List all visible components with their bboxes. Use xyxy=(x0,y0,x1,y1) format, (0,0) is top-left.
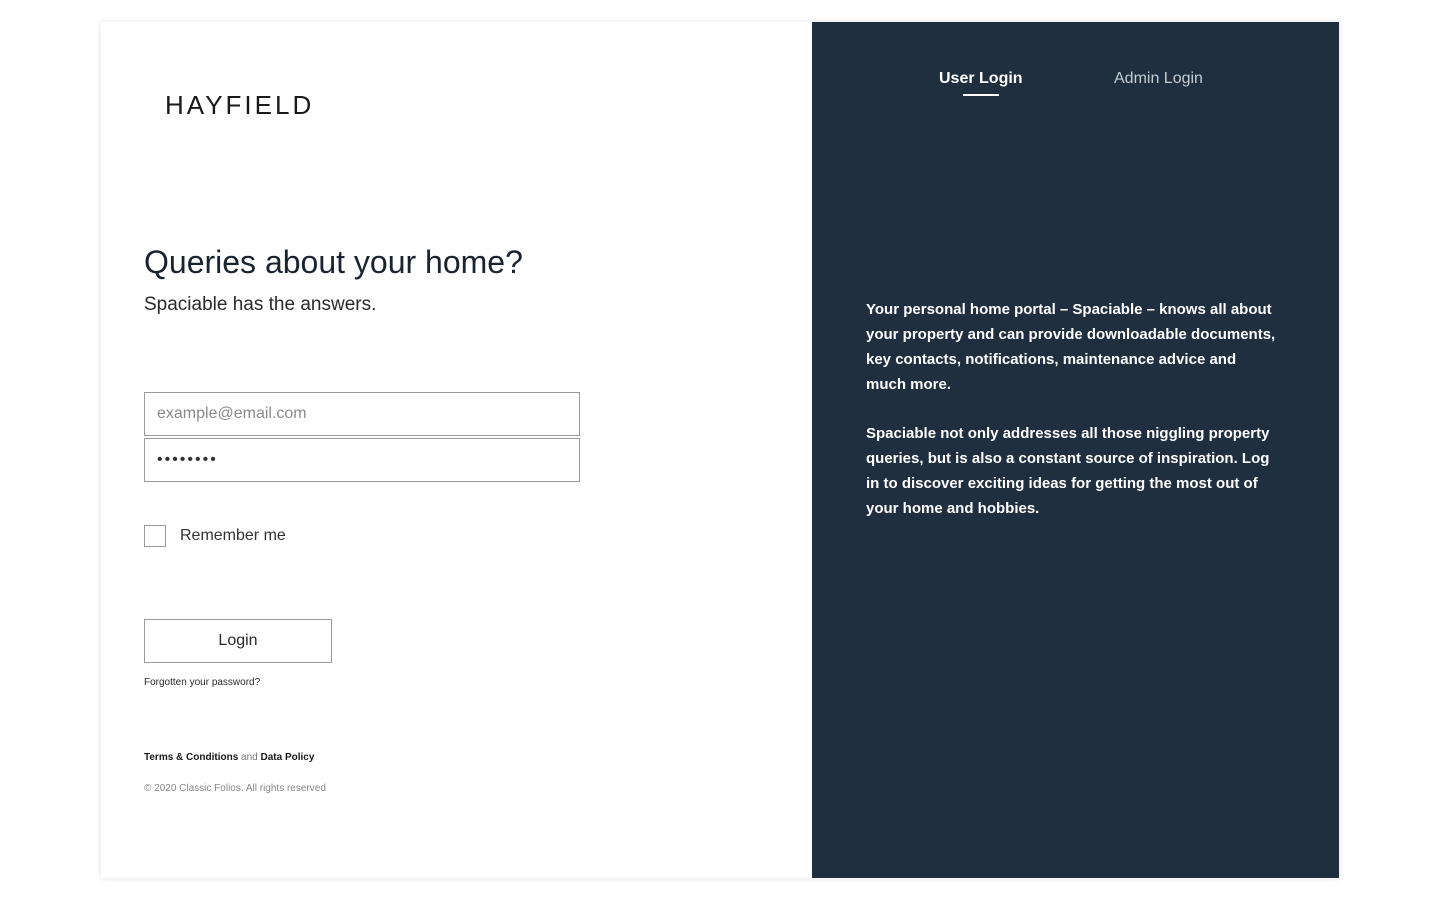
page-subline: Spaciable has the answers. xyxy=(144,294,377,315)
password-input[interactable] xyxy=(144,438,580,482)
tab-admin-login[interactable]: Admin Login xyxy=(1114,70,1203,87)
tab-user-login[interactable]: User Login xyxy=(939,70,1023,96)
info-text xyxy=(866,297,1276,545)
info-panel xyxy=(812,22,1339,878)
info-paragraph-1: Your personal home portal – Spaciable – knows all about your property and can provide downloadable documents, key contacts, notifications, maintenance advice and much more. xyxy=(866,301,1276,393)
terms-link[interactable]: Terms & Conditions xyxy=(144,752,239,763)
remember-me-label: Remember me xyxy=(180,527,286,544)
hayfield-logo: HAYFIELD xyxy=(165,90,315,120)
data-policy-link[interactable]: Data Policy xyxy=(260,752,315,763)
copyright-text: © 2020 Classic Folios. All rights reserved xyxy=(144,783,326,794)
login-page-frame xyxy=(101,22,1339,878)
legal-links xyxy=(144,752,314,763)
login-button[interactable]: Login xyxy=(144,619,332,663)
legal-and-text: and xyxy=(241,752,258,763)
forgot-password-link[interactable]: Forgotten your password? xyxy=(144,677,261,688)
info-paragraph-2: Spaciable not only addresses all those niggling property queries, but is also a constant source of inspiration. Log in to discover exciting ideas for getting the most out of your home and hobbies. xyxy=(866,425,1270,517)
remember-me-control[interactable] xyxy=(144,525,286,547)
page-headline: Queries about your home? xyxy=(144,244,523,280)
remember-me-checkbox[interactable] xyxy=(144,525,166,547)
email-input[interactable] xyxy=(144,392,580,436)
login-type-tabs xyxy=(812,70,1339,100)
login-panel xyxy=(101,22,812,878)
